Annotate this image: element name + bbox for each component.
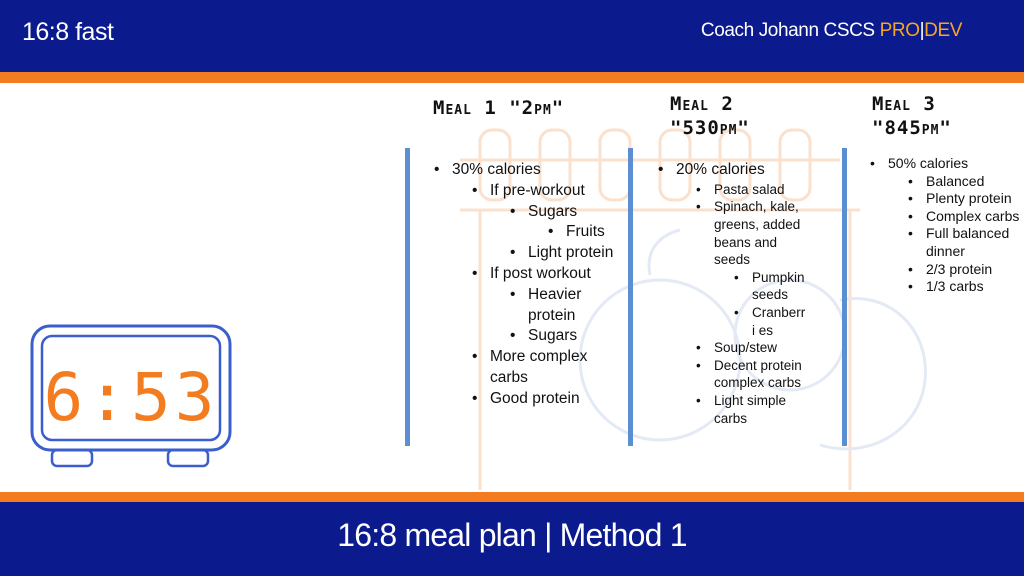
list-item: • Light protein — [528, 243, 622, 264]
meal-2-time: "530pm" — [670, 117, 750, 139]
brand-dev: DEV — [924, 20, 962, 41]
list-item: • 30% calories — [452, 160, 622, 181]
list-item: • If pre-workout — [490, 181, 622, 202]
list-item: • Light simple carbs — [714, 392, 812, 427]
meal-1-list — [452, 160, 622, 410]
list-item: • 1/3 carbs — [926, 278, 1023, 296]
list-item: • If post workout — [490, 264, 622, 285]
column-divider-2 — [628, 148, 633, 446]
list-item: • Plenty protein — [926, 190, 1023, 208]
header-accent-stripe — [0, 72, 1024, 83]
meal-3-time: "845pm" — [872, 117, 952, 139]
brand-pro: PRO — [879, 20, 920, 41]
list-item: • Balanced — [926, 173, 1023, 191]
list-item: • More complex carbs — [490, 347, 590, 389]
column-divider-1 — [405, 148, 410, 446]
list-item: • Sugars — [528, 326, 622, 347]
list-item: • Pumpkin seeds — [752, 269, 808, 304]
digital-clock-icon — [30, 322, 235, 472]
meal-2-title: Meal 2 — [670, 93, 734, 115]
list-item: • Soup/stew — [714, 339, 826, 357]
list-item: • 2/3 protein — [926, 261, 1023, 279]
column-divider-3 — [842, 148, 847, 446]
meal-3-list — [888, 155, 1023, 296]
list-item: • Sugars — [528, 202, 622, 223]
clock-time: 6:53 — [43, 359, 219, 436]
list-item: • Decent protein complex carbs — [714, 357, 812, 392]
list-item: • Cranberri es — [752, 304, 808, 339]
brand-name: Coach Johann CSCS — [700, 20, 880, 41]
list-item: • Fruits — [566, 222, 622, 243]
meal-3-heading — [872, 92, 952, 140]
list-item: • 50% calories — [888, 155, 1023, 173]
brand-separator: | — [919, 20, 925, 41]
list-item: • Full balanced dinner — [926, 225, 1011, 260]
list-item: • Pasta salad — [714, 181, 826, 199]
meal-2-heading — [670, 92, 750, 140]
footer-title: 16:8 meal plan | Method 1 — [337, 517, 687, 553]
list-item: • Spinach, kale, greens, added beans and seeds — [714, 198, 812, 268]
list-item: • Heavier protein — [528, 285, 588, 327]
list-item: • 20% calories — [676, 160, 826, 181]
list-item: • Good protein — [490, 389, 622, 410]
meal-2-list — [676, 160, 826, 427]
meal-1-heading: Meal 1 "2pm" — [433, 97, 565, 119]
brand-label — [701, 20, 962, 42]
meal-3-title: Meal 3 — [872, 93, 936, 115]
slide-title: 16:8 fast — [22, 18, 114, 46]
footer-accent-stripe — [0, 492, 1024, 502]
list-item: • Complex carbs — [926, 208, 1023, 226]
